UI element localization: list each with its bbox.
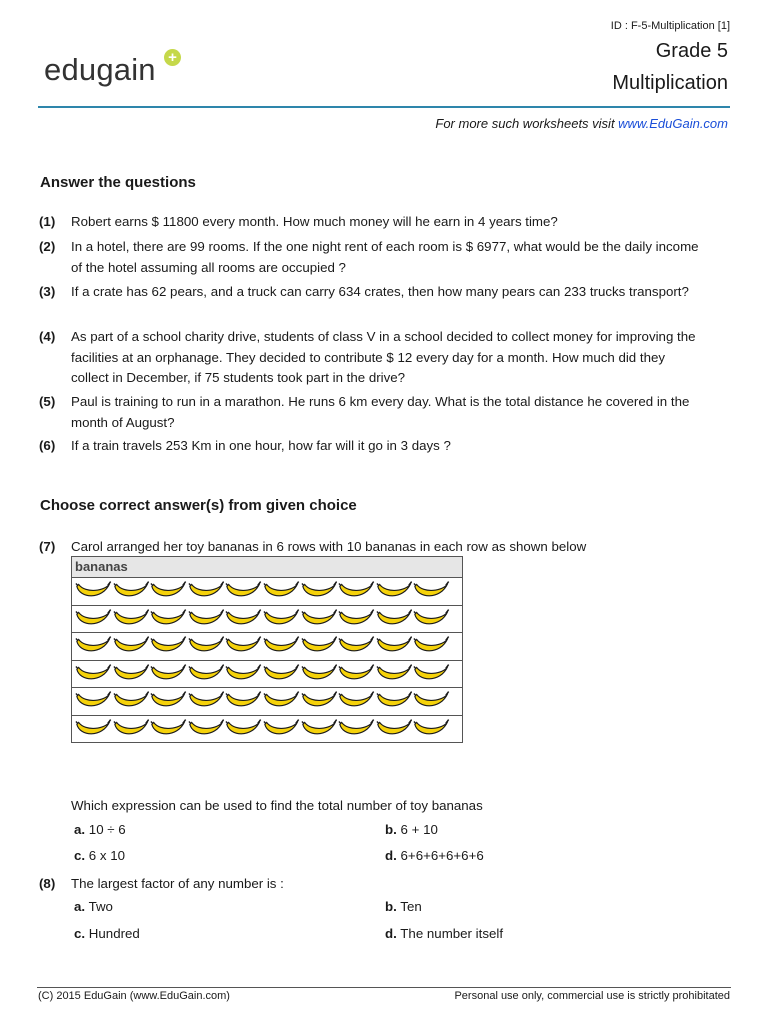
q8-option-a[interactable] — [74, 899, 113, 914]
banana-icon — [187, 689, 225, 713]
banana-icon — [149, 607, 187, 631]
q8-option-d[interactable] — [385, 926, 503, 941]
question-text: In a hotel, there are 99 rooms. If the one night rent of each room is $ 6977, what would be the daily income of the hotel assuming all rooms are occupied ? — [71, 239, 699, 275]
header-rule — [38, 106, 730, 108]
banana-icon — [112, 662, 150, 686]
question-number: (7) — [39, 539, 56, 554]
banana-icon — [412, 662, 450, 686]
option-text: 6 + 10 — [400, 822, 438, 837]
option-letter: b. — [385, 822, 397, 837]
banana-icon — [412, 717, 450, 741]
banana-icon — [262, 634, 300, 658]
banana-row — [72, 633, 462, 661]
option-letter: a. — [74, 899, 86, 914]
banana-icon — [224, 607, 262, 631]
banana-icon — [74, 689, 112, 713]
question-text: Carol arranged her toy bananas in 6 rows with 10 bananas in each row as shown below — [71, 539, 587, 554]
banana-icon — [300, 579, 338, 603]
question-4 — [39, 327, 699, 389]
banana-icon — [224, 579, 262, 603]
banana-icon — [187, 634, 225, 658]
question-number: (5) — [39, 394, 56, 409]
banana-icon — [224, 689, 262, 713]
banana-icon — [149, 662, 187, 686]
banana-icon — [337, 579, 375, 603]
option-text: 6 x 10 — [88, 848, 126, 863]
banana-row — [72, 606, 462, 634]
section-answer-questions: Answer the questions — [40, 174, 196, 191]
banana-icon — [375, 662, 413, 686]
banana-icon — [112, 717, 150, 741]
banana-icon — [375, 634, 413, 658]
banana-icon — [337, 717, 375, 741]
q7-option-c[interactable] — [74, 848, 125, 863]
banana-row — [72, 716, 462, 743]
question-number: (8) — [39, 876, 56, 891]
question-number: (6) — [39, 438, 56, 453]
banana-icon — [262, 662, 300, 686]
banana-icon — [300, 662, 338, 686]
question-7-prompt: Which expression can be used to find the total number of toy bananas — [71, 798, 483, 813]
banana-icon — [74, 607, 112, 631]
banana-icon — [149, 634, 187, 658]
option-letter: c. — [74, 926, 86, 941]
option-text: Ten — [400, 899, 422, 914]
q8-option-c[interactable] — [74, 926, 140, 941]
banana-icon — [412, 607, 450, 631]
banana-icon — [74, 662, 112, 686]
banana-grid — [71, 556, 463, 743]
banana-icon — [224, 634, 262, 658]
option-letter: d. — [385, 848, 397, 863]
question-number: (3) — [39, 284, 56, 299]
option-text: The number itself — [400, 926, 504, 941]
banana-icon — [262, 607, 300, 631]
question-text: Robert earns $ 11800 every month. How much money will he earn in 4 years time? — [71, 214, 558, 229]
question-text: If a crate has 62 pears, and a truck can carry 634 crates, then how many pears can 233 trucks transport? — [71, 284, 689, 299]
more-worksheets-line — [435, 116, 728, 131]
question-5 — [39, 392, 699, 433]
q7-option-b[interactable] — [385, 822, 438, 837]
logo-plus-icon: + — [164, 49, 181, 66]
option-text: Two — [88, 899, 113, 914]
q7-option-d[interactable] — [385, 848, 484, 863]
banana-icon — [149, 717, 187, 741]
edugain-link[interactable]: www.EduGain.com — [618, 116, 728, 131]
question-text: If a train travels 253 Km in one hour, how far will it go in 3 days ? — [71, 438, 451, 453]
banana-icon — [412, 634, 450, 658]
option-letter: c. — [74, 848, 86, 863]
banana-icon — [300, 689, 338, 713]
q7-option-a[interactable] — [74, 822, 126, 837]
banana-icon — [300, 607, 338, 631]
banana-row — [72, 661, 462, 689]
question-2 — [39, 237, 699, 278]
topic-title: Multiplication — [612, 72, 728, 94]
banana-icon — [112, 607, 150, 631]
banana-icon — [187, 579, 225, 603]
banana-icon — [112, 579, 150, 603]
banana-icon — [375, 579, 413, 603]
banana-icon — [412, 579, 450, 603]
banana-icon — [337, 662, 375, 686]
option-letter: b. — [385, 899, 397, 914]
banana-icon — [224, 662, 262, 686]
question-1 — [39, 212, 699, 233]
banana-icon — [262, 689, 300, 713]
option-text: 10 ÷ 6 — [88, 822, 126, 837]
question-text: The largest factor of any number is : — [71, 876, 284, 891]
banana-icon — [375, 689, 413, 713]
section-choose-answers: Choose correct answer(s) from given choice — [40, 497, 357, 514]
banana-icon — [149, 579, 187, 603]
banana-icon — [300, 634, 338, 658]
banana-icon — [112, 634, 150, 658]
question-text: As part of a school charity drive, students of class V in a school decided to collect money for improving the facilities at an orphanage. They decided to contribute $ 12 every day for a month. How much did they collect in December, if 75 students took part in the drive? — [71, 329, 696, 385]
question-number: (2) — [39, 239, 56, 254]
option-text: Hundred — [88, 926, 140, 941]
banana-icon — [337, 634, 375, 658]
banana-icon — [187, 662, 225, 686]
question-8 — [39, 874, 699, 895]
banana-icon — [74, 634, 112, 658]
worksheet-id: ID : F-5-Multiplication [1] — [610, 20, 730, 32]
footer-notice: Personal use only, commercial use is strictly prohibitated — [454, 990, 730, 1002]
banana-icon — [262, 579, 300, 603]
banana-icon — [375, 607, 413, 631]
banana-icon — [112, 689, 150, 713]
banana-grid-rows — [72, 578, 462, 742]
footer-rule — [37, 987, 731, 988]
banana-icon — [300, 717, 338, 741]
edugain-logo: edugain — [44, 52, 156, 87]
grade-title: Grade 5 — [655, 40, 728, 62]
banana-icon — [337, 607, 375, 631]
question-number: (1) — [39, 214, 56, 229]
banana-icon — [187, 717, 225, 741]
question-7 — [39, 537, 699, 558]
question-number: (4) — [39, 329, 56, 344]
banana-row — [72, 578, 462, 606]
banana-grid-label: bananas — [72, 557, 462, 578]
footer-copyright: (C) 2015 EduGain (www.EduGain.com) — [38, 990, 230, 1002]
more-worksheets-text: For more such worksheets visit — [435, 116, 619, 131]
question-3 — [39, 282, 699, 303]
banana-icon — [337, 689, 375, 713]
banana-icon — [74, 579, 112, 603]
option-text: 6+6+6+6+6+6 — [400, 848, 484, 863]
option-letter: a. — [74, 822, 86, 837]
banana-icon — [149, 689, 187, 713]
option-letter: d. — [385, 926, 397, 941]
banana-icon — [224, 717, 262, 741]
banana-icon — [74, 717, 112, 741]
question-text: Paul is training to run in a marathon. He runs 6 km every day. What is the total distance he covered in the month of August? — [71, 394, 690, 430]
q8-option-b[interactable] — [385, 899, 422, 914]
banana-icon — [262, 717, 300, 741]
banana-icon — [375, 717, 413, 741]
banana-row — [72, 688, 462, 716]
question-6 — [39, 436, 699, 457]
banana-icon — [187, 607, 225, 631]
banana-icon — [412, 689, 450, 713]
